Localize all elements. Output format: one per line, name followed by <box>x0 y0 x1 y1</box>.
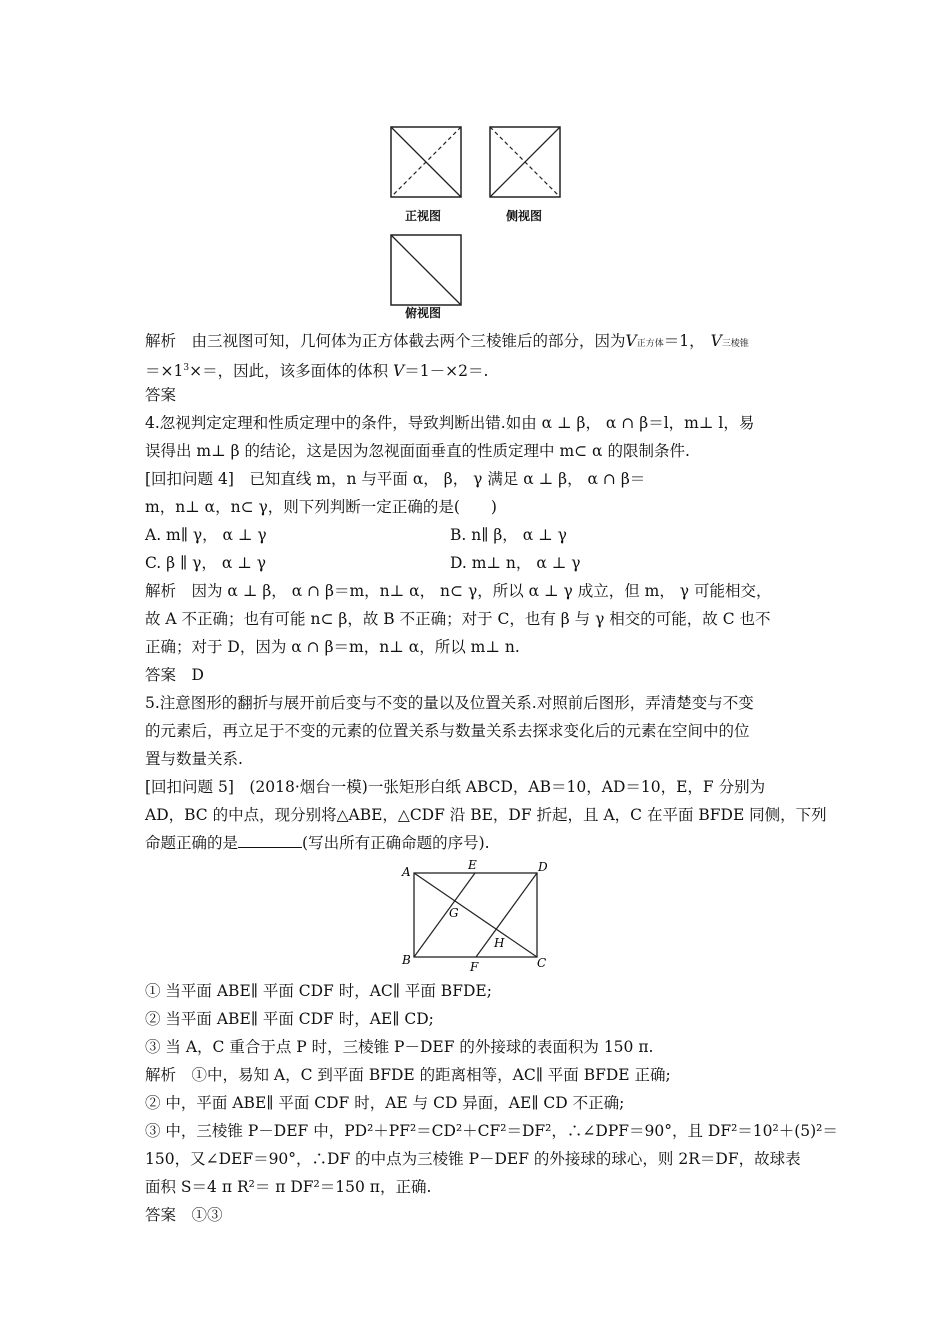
p5-line3: 置与数量关系. <box>145 750 243 768</box>
top-view-figure <box>390 234 462 306</box>
solution3-line1: 解析 由三视图可知，几何体为正方体截去两个三棱锥后的部分，因为V正方体＝1， V三棱锥 <box>145 332 749 350</box>
p5-question-line1: [回扣问题 5] (2018·烟台一模)一张矩形白纸 ABCD，AB＝10，AD＝10，E，F 分别为 <box>145 778 766 796</box>
p4-line2: 误得出 m⊥ β 的结论，这是因为忽视面面垂直的性质定理中 m⊂ α 的限制条件. <box>145 442 690 460</box>
p5-claim-2: ② 当平面 ABE∥ 平面 CDF 时，AE∥ CD; <box>145 1010 434 1028</box>
side-view-figure <box>489 126 561 198</box>
solution3-line2: $=\times 1^3\times=$，因此，该多面体的体积 V＝1－×2＝. <box>145 362 489 381</box>
top-view-caption: 俯视图 <box>405 306 442 320</box>
rectangle-abcd-figure <box>398 860 554 972</box>
label-h: H <box>494 936 505 950</box>
label-e: E <box>468 860 477 872</box>
label-c: C <box>537 956 547 970</box>
p4-line1: 4.忽视判定定理和性质定理中的条件，导致判断出错.如由 α ⊥ β， α ∩ β＝l，m⊥ l，易 <box>145 414 755 432</box>
p4-solution-line1: 解析 因为 α ⊥ β， α ∩ β＝m，n⊥ α， n⊂ γ，所以 α ⊥ γ 成立，但 m， γ 可能相交， <box>145 582 772 600</box>
p5-solution-line4: 150，又∠DEF＝90°，∴DF 的中点为三棱锥 P－DEF 的外接球的球心，则 2R＝DF，故球表 <box>145 1150 801 1168</box>
p4-option-a: A. m∥ γ， α ⊥ γ <box>145 526 267 544</box>
solution3-answer: 答案 <box>145 386 177 404</box>
label-g: G <box>449 906 459 920</box>
p5-line2: 的元素后，再立足于不变的元素的位置关系与数量关系去探求变化后的元素在空间中的位 <box>145 722 750 740</box>
front-view-figure <box>390 126 462 198</box>
p5-solution-line2: ② 中，平面 ABE∥ 平面 CDF 时，AE 与 CD 异面，AE∥ CD 不正确; <box>145 1094 625 1112</box>
p4-question-line2: m，n⊥ α，n⊂ γ，则下列判断一定正确的是( ) <box>145 498 497 516</box>
p4-option-b: B. n∥ β， α ⊥ γ <box>450 526 567 544</box>
label-b: B <box>402 953 411 967</box>
p4-solution-line2: 故 A 不正确；也有可能 n⊂ β，故 B 不正确；对于 C，也有 β 与 γ 相交的可能，故 C 也不 <box>145 610 771 628</box>
p5-claim-1: ① 当平面 ABE∥ 平面 CDF 时，AC∥ 平面 BFDE; <box>145 982 492 1000</box>
p5-line1: 5.注意图形的翻折与展开前后变与不变的量以及位置关系.对照前后图形，弄清楚变与不变 <box>145 694 754 712</box>
label-f: F <box>470 960 479 972</box>
p4-solution-line3: 正确；对于 D，因为 α ∩ β＝m，n⊥ α，所以 m⊥ n. <box>145 638 520 656</box>
p4-option-c: C. β ∥ γ， α ⊥ γ <box>145 554 266 572</box>
p5-answer: 答案 ①③ <box>145 1206 223 1224</box>
label-a: A <box>402 865 411 879</box>
p5-claim-3: ③ 当 A，C 重合于点 P 时，三棱锥 P－DEF 的外接球的表面积为 150 π. <box>145 1038 654 1056</box>
p4-question-line1: [回扣问题 4] 已知直线 m，n 与平面 α， β， γ 满足 α ⊥ β， α ∩ β＝ <box>145 470 646 488</box>
answer-blank <box>238 833 302 848</box>
front-view-caption: 正视图 <box>405 209 442 223</box>
p4-option-d: D. m⊥ n， α ⊥ γ <box>450 554 581 572</box>
p5-question-line2: AD，BC 的中点，现分别将△ABE，△CDF 沿 BE，DF 折起，且 A，C 在平面 BFDE 同侧，下列 <box>145 806 827 824</box>
side-view-caption: 侧视图 <box>506 209 543 223</box>
p4-answer: 答案 D <box>145 666 204 684</box>
p5-solution-line5: 面积 S＝4 π R²＝ π DF²＝150 π，正确. <box>145 1178 432 1196</box>
p5-question-line3: 命题正确的是 (写出所有正确命题的序号). <box>145 834 490 852</box>
p5-solution-line3: ③ 中，三棱锥 P－DEF 中，PD²＋PF²＝CD²＋CF²＝DF²，∴∠DPF＝90°，且 DF²＝10²＋(5)²＝ <box>145 1122 838 1140</box>
label-d: D <box>538 860 548 874</box>
p5-solution-line1: 解析 ①中，易知 A，C 到平面 BFDE 的距离相等，AC∥ 平面 BFDE 正确; <box>145 1066 671 1084</box>
